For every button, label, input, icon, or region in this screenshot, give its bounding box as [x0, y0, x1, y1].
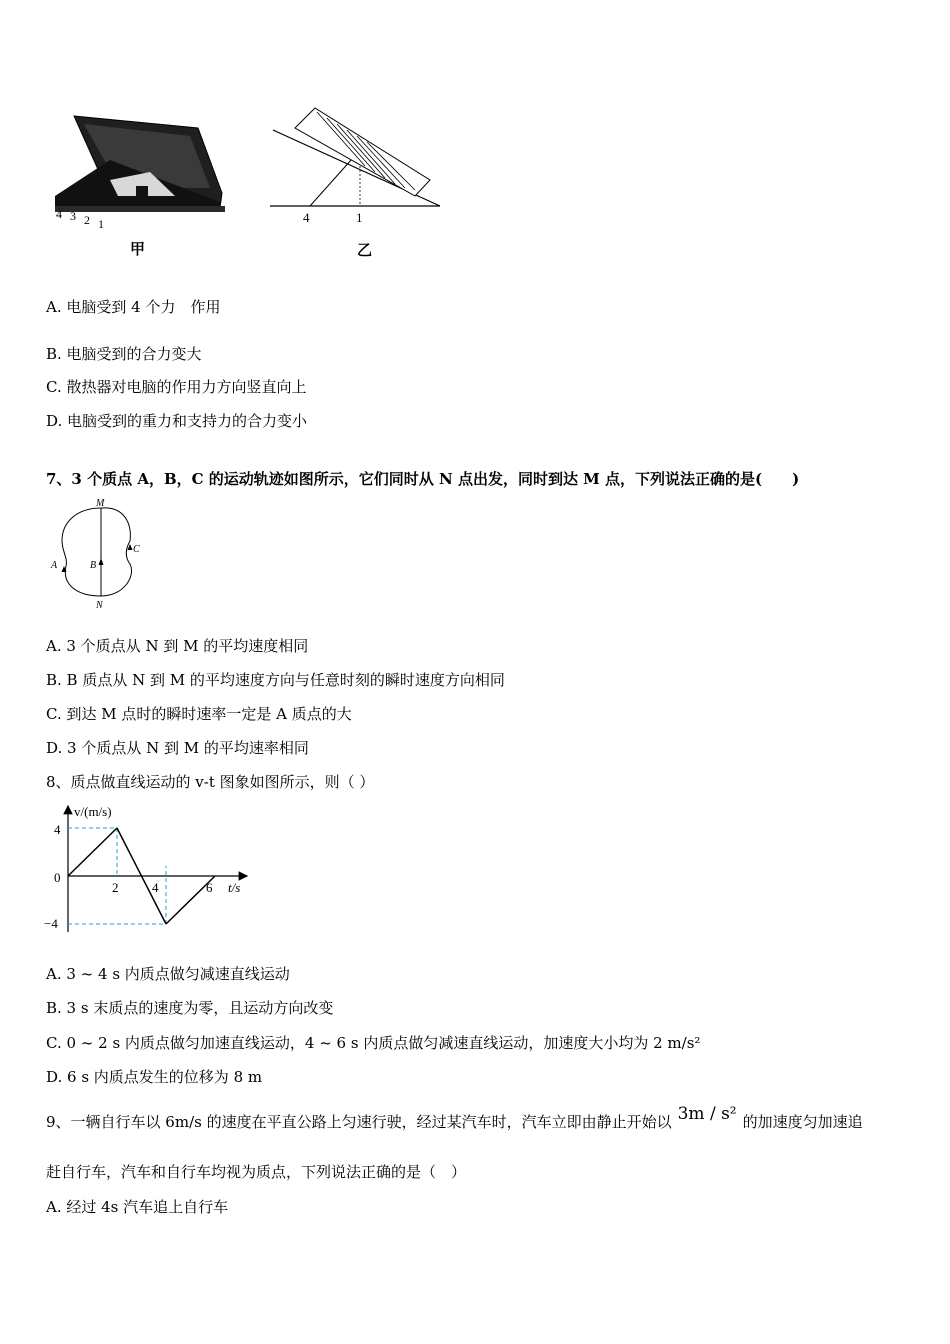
- trajectory-figure: [46, 496, 156, 616]
- q7-option-c: C. 到达 M 点时的瞬时速率一定是 A 质点的大: [46, 705, 352, 723]
- y-tick-neg4: −4: [44, 916, 58, 931]
- x-tick-2: 2: [112, 880, 119, 895]
- laptop-stand-diagram: [265, 100, 450, 265]
- vt-segment: [166, 876, 215, 924]
- q7-option-b: B. B 质点从 N 到 M 的平均速度方向与任意时刻的瞬时速度方向相同: [46, 671, 505, 689]
- q8-stem: 8、质点做直线运动的 v-t 图象如图所示，则（ ）: [46, 773, 375, 791]
- q7-option-a: A. 3 个质点从 N 到 M 的平均速度相同: [46, 637, 309, 655]
- q6-option-c: C. 散热器对电脑的作用力方向竖直向上: [46, 378, 307, 396]
- x-tick-6: 6: [206, 880, 213, 895]
- q7-option-d: D. 3 个质点从 N 到 M 的平均速率相同: [46, 739, 309, 757]
- laptop-stand-photo: [50, 108, 230, 268]
- label-A: A: [51, 560, 58, 571]
- q6-option-a: A. 电脑受到 4 个力 作用: [46, 298, 221, 316]
- y-axis-label: v/(m/s): [74, 804, 112, 819]
- q9-accel-value: 3m / s²: [677, 1104, 737, 1124]
- stand-mark-3: 3: [70, 209, 76, 223]
- stand-mark-1: 1: [98, 217, 104, 231]
- q9-option-a: A. 经过 4s 汽车追上自行车: [46, 1198, 229, 1216]
- y-tick-4: 4: [54, 822, 61, 837]
- q7-stem: 7、3 个质点 A，B，C 的运动轨迹如图所示，它们同时从 N 点出发，同时到达 M 点，下列说法正确的是( ): [46, 470, 800, 488]
- diagram-mark-1: 1: [356, 210, 363, 225]
- x-axis-label: t/s: [228, 880, 241, 895]
- vt-segment: [68, 828, 117, 876]
- label-C: C: [133, 544, 140, 555]
- q9-stem-line2: 赶自行车，汽车和自行车均视为质点，下列说法正确的是（ ）: [46, 1163, 467, 1181]
- q9-stem-line1: [46, 1104, 863, 1132]
- q8-option-a: A. 3 ~ 4 s 内质点做匀减速直线运动: [46, 965, 290, 983]
- y-tick-0: 0: [54, 870, 61, 885]
- q9-stem-part1: 9、一辆自行车以 6m/s 的速度在平直公路上匀速行驶，经过某汽车时，汽车立即由静止开始以: [46, 1113, 672, 1131]
- label-N: N: [96, 600, 103, 611]
- stand-mark-2: 2: [84, 213, 90, 227]
- q9-stem-part2: 的加速度匀加速追: [742, 1113, 863, 1131]
- vt-graph: [42, 800, 262, 940]
- label-B: B: [90, 560, 97, 571]
- figure-caption-jia: 甲: [130, 242, 146, 258]
- q8-option-b: B. 3 s 末质点的速度为零，且运动方向改变: [46, 999, 334, 1017]
- x-tick-4: 4: [152, 880, 159, 895]
- q6-option-d: D. 电脑受到的重力和支持力的合力变小: [46, 412, 308, 430]
- q8-option-c: C. 0 ~ 2 s 内质点做匀加速直线运动，4 ~ 6 s 内质点做匀减速直线运动，加速度大小均为 2 m/s²: [46, 1034, 701, 1052]
- diagram-mark-4: 4: [303, 210, 310, 225]
- figure-caption-yi: 乙: [357, 243, 373, 259]
- q6-option-b: B. 电脑受到的合力变大: [46, 345, 202, 363]
- label-M: M: [96, 498, 105, 509]
- q8-option-d: D. 6 s 内质点发生的位移为 8 m: [46, 1068, 263, 1086]
- stand-mark-4: 4: [56, 207, 62, 221]
